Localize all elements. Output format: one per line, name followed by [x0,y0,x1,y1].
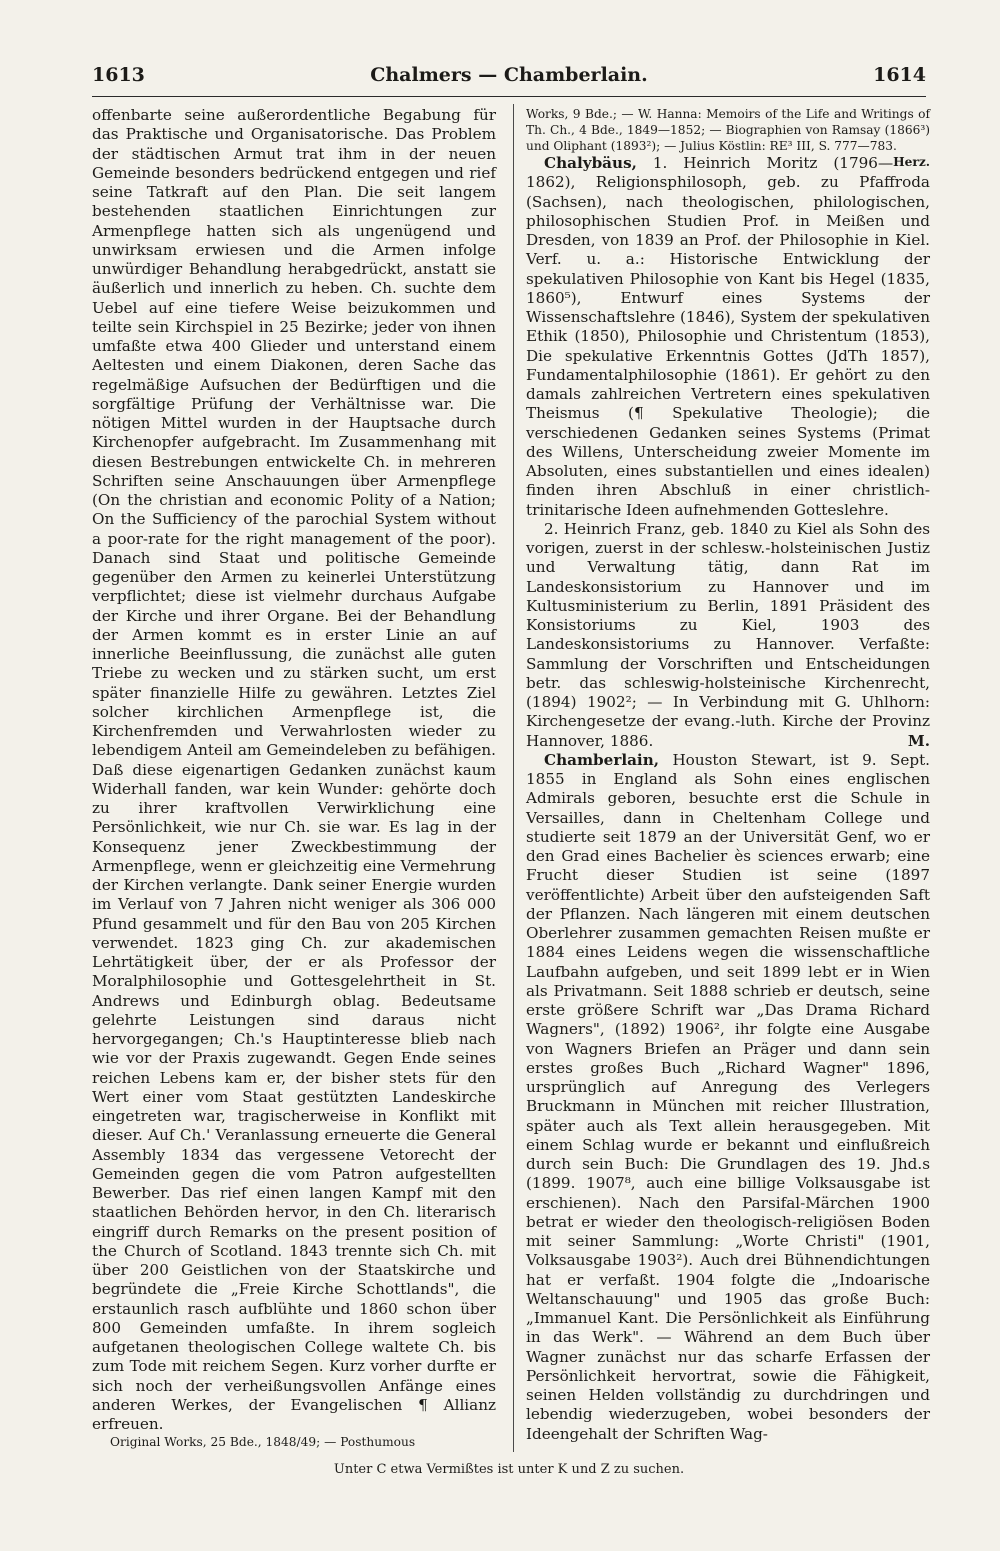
entry-headword-chalybaeus: Chalybäus, [544,154,637,172]
running-title: Chalmers — Chamberlain. [370,64,648,86]
chalybaeus-second-entry [526,520,930,751]
chalybaeus-text: 1. Heinrich Moritz (1796—1862), Religionsphilosoph, geb. zu Pfaffroda (Sachsen), nach theologischen, philologischen, philosophischen Studien Prof. in Meißen und Dresden, von 1839 an Prof. der Philosophie in Kiel. Verf. u. a.: Historische Entwicklung der spekulativen Philosophie von Kant bis Hegel (1835, 1860⁵), Entwurf eines Systems der Wissenschaftslehre (1846), System der spekulativen Ethik (1850), Philosophie und Christentum (1853), Die spekulative Erkenntnis Gottes (JdTh 1857), Fundamentalphilosophie (1861). Er gehört zu den damals zahlreichen Vertretern eines spekulativen Theismus (¶ Spekulative Theologie); die verschiedenen Gedanken seines Systems (Primat des Willens, Unterscheidung zweier Momente im Absoluten, eines substantiellen und eines idealen) finden ihren Abschluß in einer christlich-trinitarische Ideen aufnehmenden Gotteslehre. [526,154,930,519]
chamberlain-text: Houston Stewart, ist 9. Sept. 1855 in England als Sohn eines englischen Admirals geboren, besuchte erst die Schule in Versailles, dann in Cheltenham College und studierte seit 1879 an der Universität Genf, wo er den Grad eines Bachelier ès sciences erwarb; eine Frucht dieser Studien ist seine (1897 veröffentlichte) Arbeit über den aufsteigenden Saft der Pflanzen. Nach längeren mit einem deutschen Oberlehrer zusammen gemachten Reisen mußte er 1884 eines Leidens wegen die wissenschaftliche Laufbahn aufgeben, und seit 1899 lebt er in Wien als Privatmann. Seit 1888 schrieb er deutsch, seine erste größere Schrift war „Das Drama Richard Wagners", (1892) 1906², ihr folgte eine Ausgabe von Wagners Briefen an Präger und dann sein erstes großes Buch „Richard Wagner" 1896, ursprünglich auf Anregung des Verlegers Bruckmann in München mit reicher Illustration, später auch als Text allein herausgegeben. Mit einem Schlag wurde er bekannt und einflußreich durch sein Buch: Die Grundlagen des 19. Jhd.s (1899. 1907⁸, auch eine billige Volksausgabe ist erschienen). Nach den Parsifal-Märchen 1900 betrat er wieder den theologisch-religiösen Boden mit seiner Sammlung: „Worte Christi" (1901, Volksausgabe 1903²). Auch drei Bühnendichtungen hat er verfaßt. 1904 folgte die „Indoarische Weltanschauung" und 1905 das große Buch: „Immanuel Kant. Die Persönlichkeit als Einführung in das Werk". — Während an dem Buch über Wagner zunächst nur das scharfe Erfassen der Persönlichkeit hervortrat, sowie die Fähigkeit, seinen Helden vollständig zu durchdringen und lebendig wiederzugeben, wobei besonders der Ideengehalt der Schriften Wag- [526,750,930,1443]
article-author-m: M. [907,731,930,750]
chamberlain-entry [526,751,930,1444]
page-header [92,62,926,92]
bibliography-text: Works, 9 Bde.; — W. Hanna: Memoirs of the Life and Writings of Th. Ch., 4 Bde., 1849—1852; — Biographien von Ramsay (1866³) und Oliphant (1893²); — Julius Köstlin: RE³ III, S. 777—783. [526,107,930,153]
column-divider [513,104,514,1452]
page-footer-note: Unter C etwa Vermißtes ist unter K und Z zu suchen. [333,1462,685,1477]
right-column [526,106,930,1444]
chalybaeus-entry [526,154,930,520]
header-rule [92,96,926,97]
chalmers-article-text: offenbarte seine außerordentliche Begabung für das Praktische und Organisatorische. Das Problem der städtischen Armut trat ihm in der neuen Gemeinde besonders bedrückend entgegen und rief seine Tatkraft auf den Plan. Die seit langem bestehenden staatlichen Einrichtungen zur Armenpflege hatten sich als ungenügend und unwirksam erwiesen und die Armen infolge unwürdiger Behandlung herabgedrückt, anstatt sie äußerlich und innerlich zu heben. Ch. suchte dem Uebel auf eine tiefere Weise beizukommen und teilte sein Kirchspiel in 25 Bezirke; jeder von ihnen umfaßte etwa 400 Glieder und unterstand einem Aeltesten und einem Diakonen, deren Sache das regelmäßige Aufsuchen der Bedürftigen und die sorgfältige Prüfung der Verhältnisse war. Die nötigen Mittel wurden in der Hauptsache durch Kirchenopfer aufgebracht. Im Zusammenhang mit diesen Bestrebungen entwickelte Ch. in mehreren Schriften seine Anschauungen über Armenpflege (On the christian and economic Polity of a Nation; On the Sufficiency of the parochial System without a poor-rate for the right management of the poor). Danach sind Staat und politische Gemeinde gegenüber den Armen zu keinerlei Unterstützung verpflichtet; diese ist vielmehr durchaus Aufgabe der Kirche und ihrer Organe. Bei der Behandlung der Armen kommt es in erster Linie an auf innerliche Beeinflussung, die zunächst alle guten Triebe zu wecken und zu stärken sucht, um erst später finanzielle Hilfe zu gewähren. Letztes Ziel solcher kirchlichen Armenpflege ist, die Kirchenfremden und Verwahrlosten wieder zu lebendigem Anteil am Gemeindeleben zu befähigen. Daß diese eigenartigen Gedanken zunächst kaum Widerhall fanden, war kein Wunder: gehörte doch zu ihrer kraftvollen Verwirklichung eine Persönlichkeit, wie nur Ch. sie war. Es lag in der Konsequenz jener Zweckbestimmung der Armenpflege, wenn er gleichzeitig eine Vermehrung der Kirchen verlangte. Dank seiner Energie wurden im Verlauf von 7 Jahren nicht weniger als 306 000 Pfund gesammelt und für den Bau von 205 Kirchen verwendet. 1823 ging Ch. zur akademischen Lehrtätigkeit über, der er als Professor der Moralphilosophie und Gottesgelehrtheit in St. Andrews und Edinburgh oblag. Bedeutsame gelehrte Leistungen sind daraus nicht hervorgegangen; Ch.'s Hauptinteresse blieb nach wie vor der Praxis zugewandt. Gegen Ende seines reichen Lebens kam er, der bisher stets für den Wert einer vom Staat gestützten Landeskirche eingetreten war, tragischerweise in Konflikt mit dieser. Auf Ch.' Veranlassung erneuerte die General Assembly 1834 das vergessene Vetorecht der Gemeinden gegen die vom Patron aufgestellten Bewerber. Das rief einen langen Kampf mit den staatlichen Behörden hervor, in den Ch. literarisch eingriff durch Remarks on the present position of the Church of Scotland. 1843 trennte sich Ch. mit über 200 Geistlichen von der Staatskirche und begründete die „Freie Kirche Schottlands", die erstaunlich rasch aufblühte und 1860 schon über 800 Gemeinden umfaßte. In ihrem sogleich aufgetanen theologischen College waltete Ch. bis zum Tode mit reichem Segen. Kurz vorher durfte er sich noch der verheißungsvollen Anfänge eines anderen Werkes, der Evangelischen ¶ Allianz erfreuen. [92,106,496,1433]
left-column [92,106,496,1450]
chalmers-bibliography: Original Works, 25 Bde., 1848/49; — Posthumous [110,1435,416,1450]
chalybaeus-second-text: 2. Heinrich Franz, geb. 1840 zu Kiel als Sohn des vorigen, zuerst in der schlesw.-holsteinischen Justiz und Verwaltung tätig, dann Rat im Landeskonsistorium zu Hannover und im Kultusministerium zu Berlin, 1891 Präsident des Konsistoriums zu Kiel, 1903 des Landeskonsistoriums zu Hannover. Verfaßte: Sammlung der Vorschriften und Entscheidungen betr. das schleswig-holsteinische Kirchenrecht, (1894) 1902²; — In Verbindung mit G. Uhlhorn: Kirchengesetze der evang.-luth. Kirche der Provinz Hannover, 1886. [526,519,930,750]
entry-headword-chamberlain: Chamberlain, [544,750,660,769]
page-number-right: 1614 [873,64,926,86]
article-author-herz: Herz. [893,155,930,169]
page-number-left: 1613 [92,64,145,86]
